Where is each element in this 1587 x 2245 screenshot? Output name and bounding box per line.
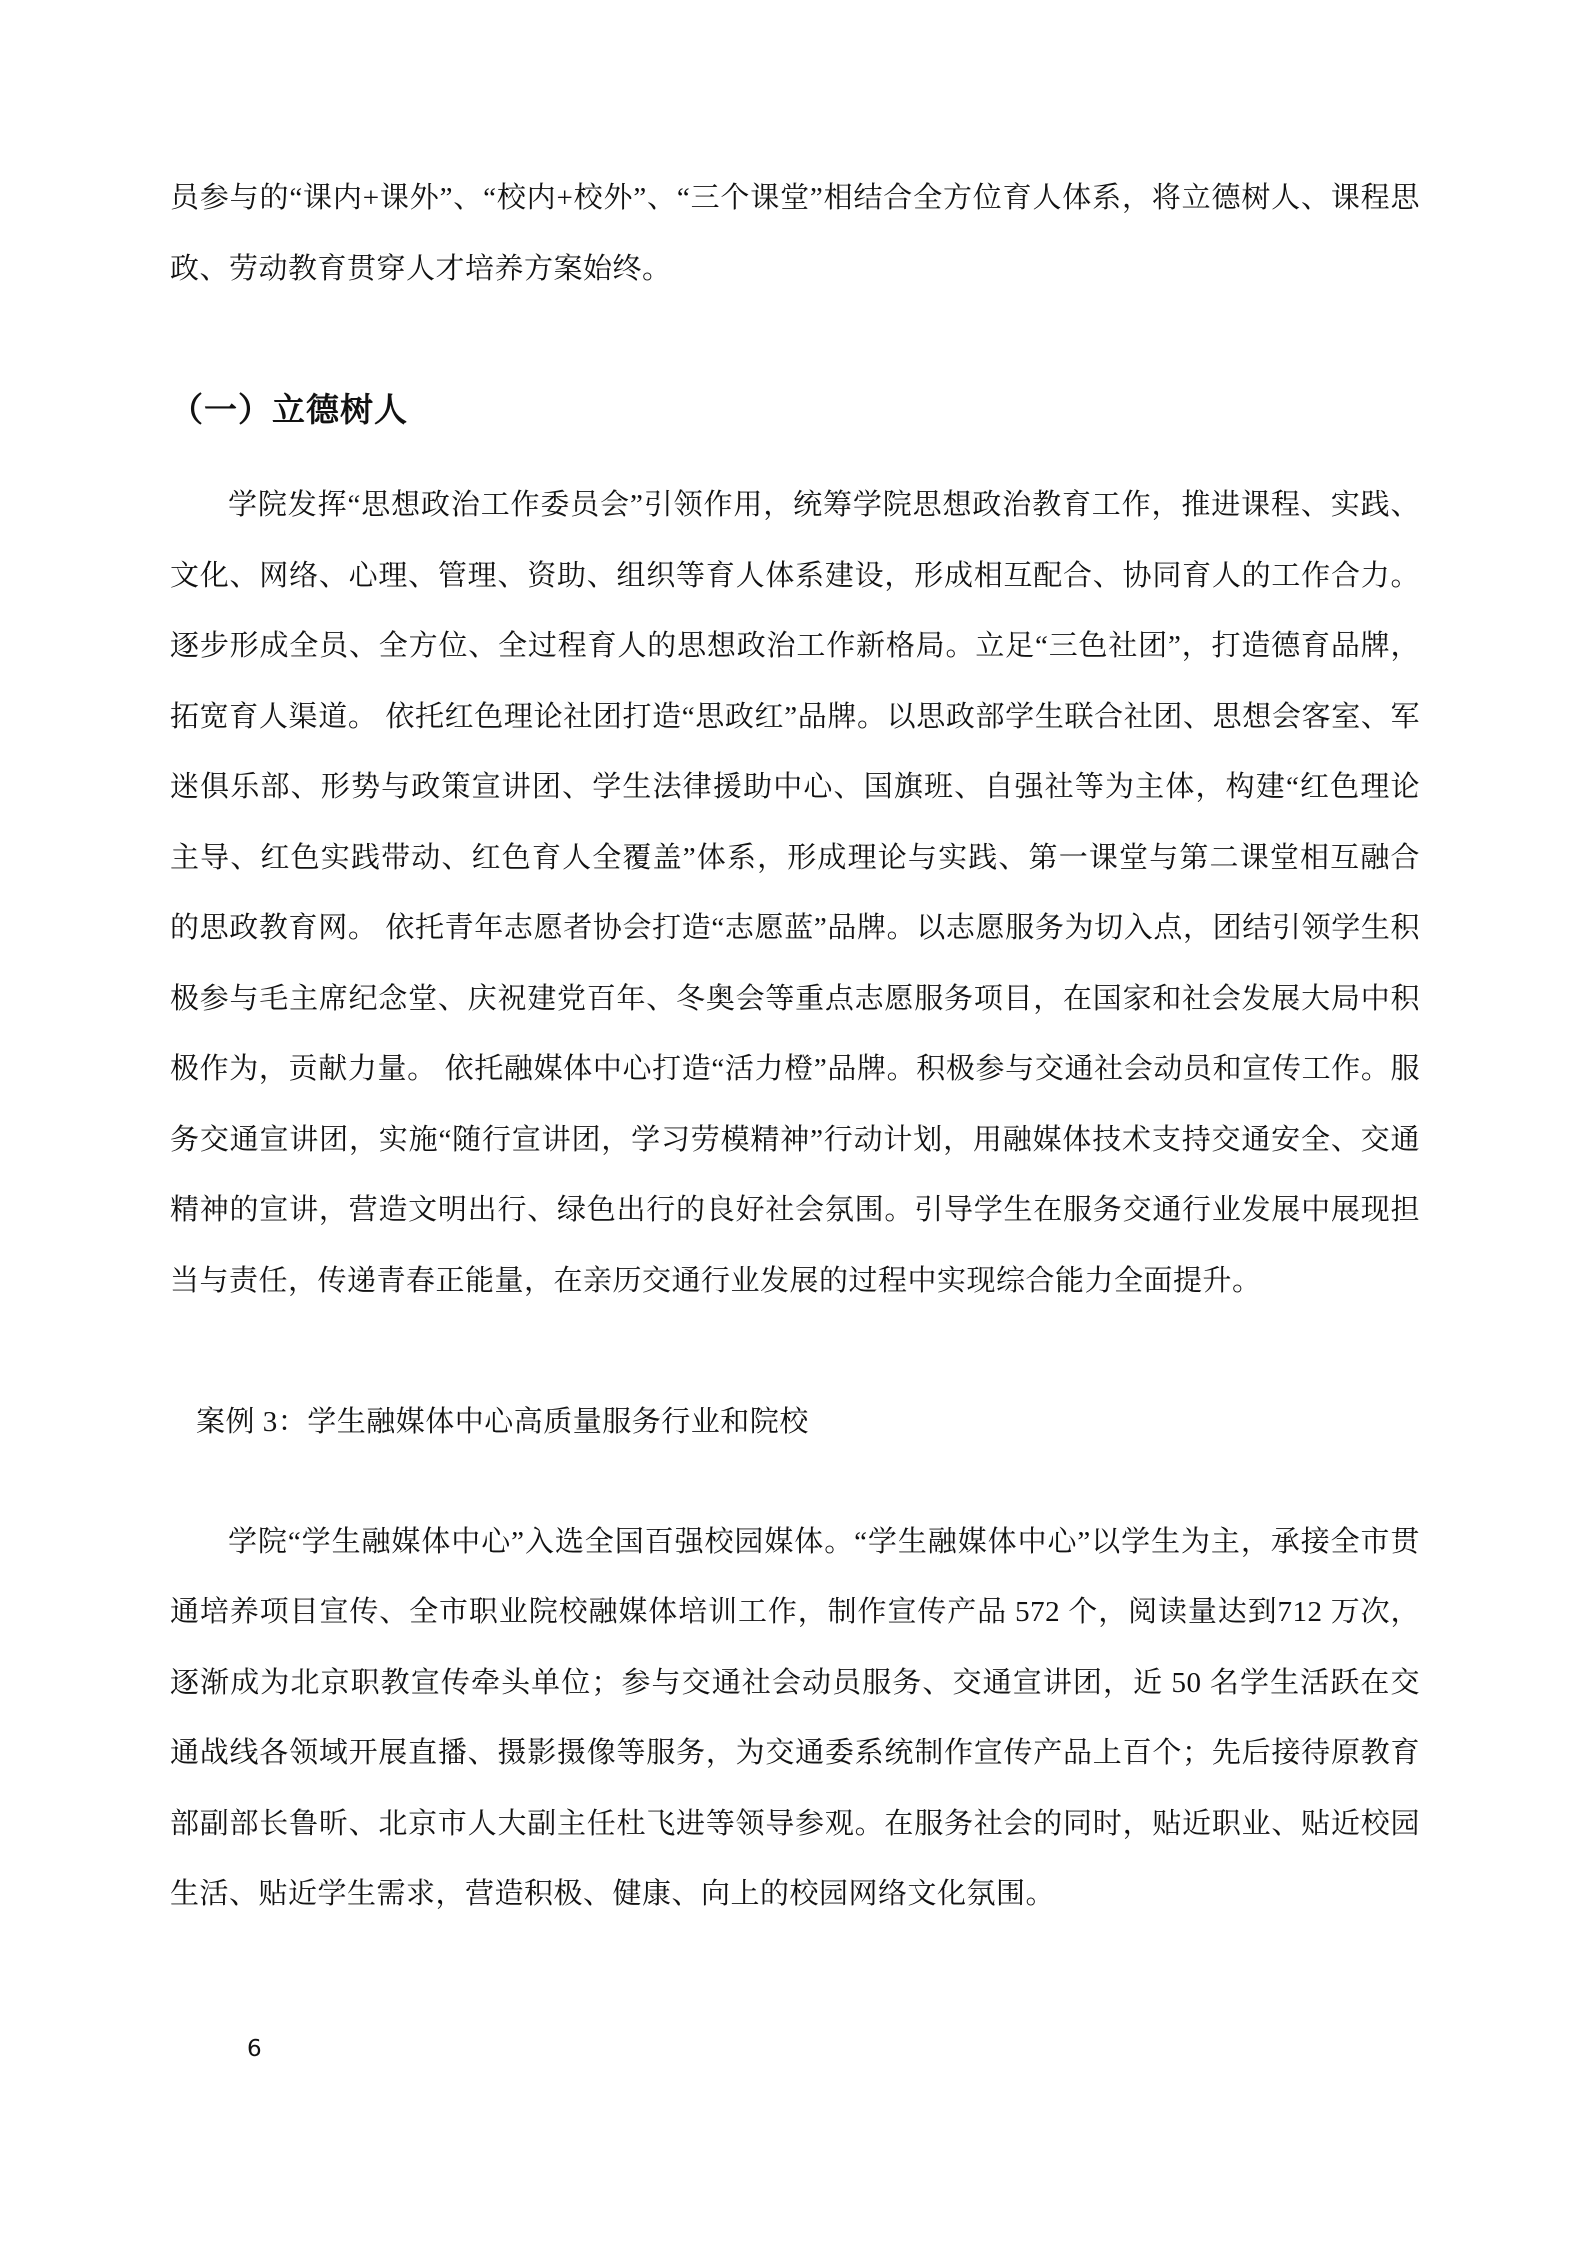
section-heading: （一）立德树人 [170, 393, 408, 429]
case-heading: 案例 3：学生融媒体中心高质量服务行业和院校 [196, 1406, 809, 1438]
document-content [170, 0, 1420, 1930]
page-number: 6 [247, 2036, 262, 2062]
case-paragraph: 学院“学生融媒体中心”入选全国百强校园媒体。“学生融媒体中心”以学生为主，承接全市贯通培养项目宣传、全市职业院校融媒体培训工作，制作宣传产品 572 个，阅读量达到712 万次，逐渐成为北京职教宣传牵头单位；参与交通社会动员服务、交通宣讲团，近 50 名学生活跃在交通战线各领域开展直播、摄影摄像等服务，为交通委系统制作宣传产品上百个；先后接待原教育部副部长鲁昕、北京市人大副主任杜飞进等领导参观。在服务社会的同时，贴近职业、贴近校园生活、贴近学生需求，营造积极、健康、向上的校园网络文化氛围。 [170, 1525, 1420, 1910]
section-paragraph: 学院发挥“思想政治工作委员会”引领作用，统筹学院思想政治教育工作，推进课程、实践、文化、网络、心理、管理、资助、组织等育人体系建设，形成相互配合、协同育人的工作合力。逐步形成全员、全方位、全过程育人的思想政治工作新格局。立足“三色社团”，打造德育品牌，拓宽育人渠道。 依托红色理论社团打造“思政红”品牌。以思政部学生联合社团、思想会客室、军迷俱乐部、形势与政策宣讲团、学生法律援助中心、国旗班、自强社等为主体，构建“红色理论主导、红色实践带动、红色育人全覆盖”体系，形成理论与实践、第一课堂与第二课堂相互融合的思政教育网。 依托青年志愿者协会打造“志愿蓝”品牌。以志愿服务为切入点，团结引领学生积极参与毛主席纪念堂、庆祝建党百年、冬奥会等重点志愿服务项目，在国家和社会发展大局中积极作为，贡献力量。 依托融媒体中心打造“活力橙”品牌。积极参与交通社会动员和宣传工作。服务交通宣讲团，实施“随行宣讲团，学习劳模精神”行动计划，用融媒体技术支持交通安全、交通精神的宣讲，营造文明出行、绿色出行的良好社会氛围。引导学生在服务交通行业发展中展现担当与责任，传递青春正能量，在亲历交通行业发展的过程中实现综合能力全面提升。 [170, 489, 1420, 1297]
continuation-paragraph: 员参与的“课内+课外”、“校内+校外”、“三个课堂”相结合全方位育人体系，将立德树人、课程思政、劳动教育贯穿人才培养方案始终。 [170, 182, 1420, 285]
